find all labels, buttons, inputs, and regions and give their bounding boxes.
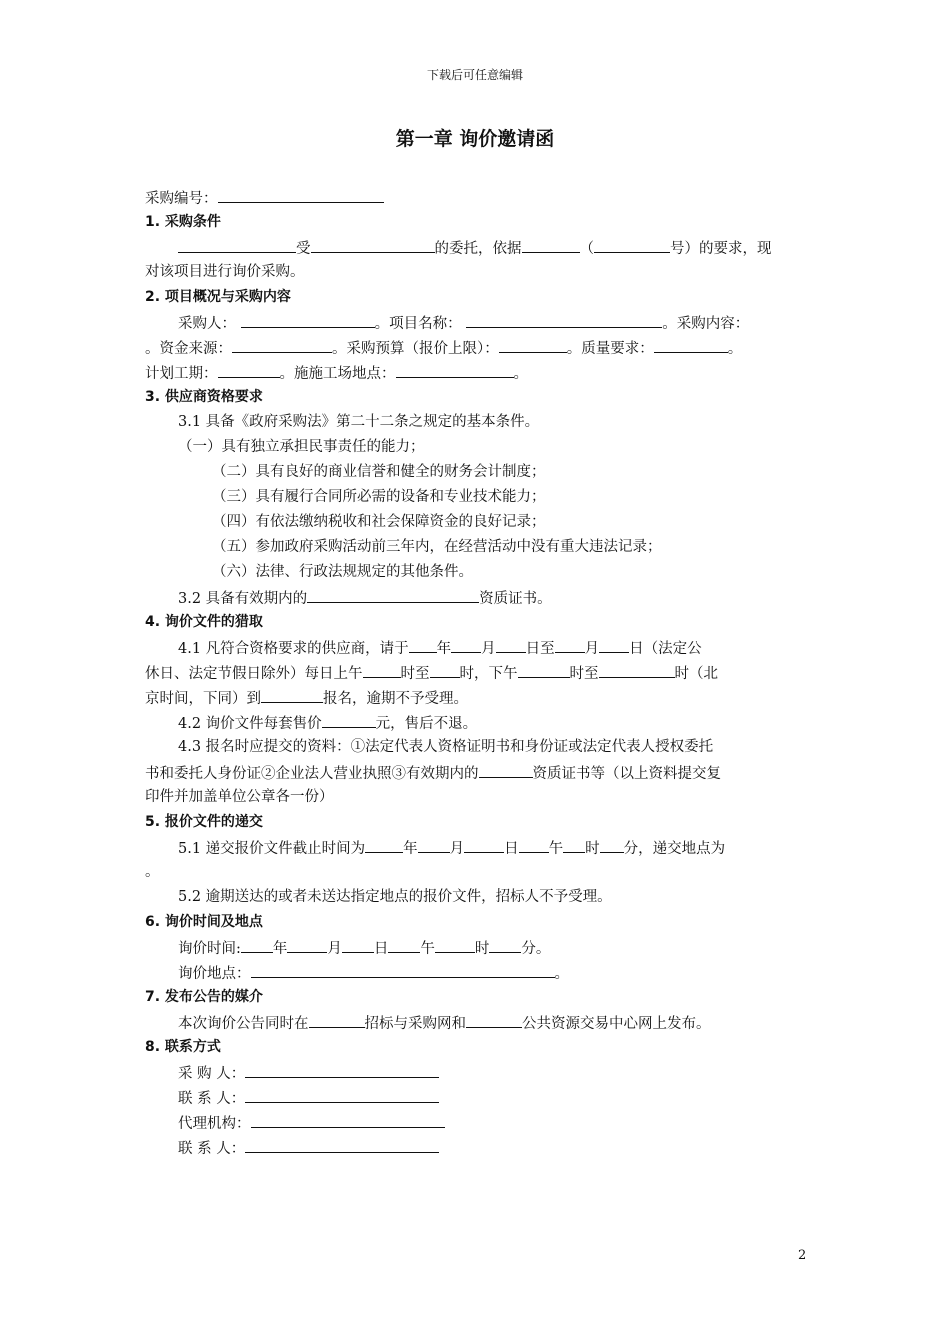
- sec4-1-line3: 京时间，下同）到 报名，逾期不予受理。: [145, 688, 468, 708]
- sec1-line1: 受 的委托，依据 （ 号）的要求，现: [178, 238, 772, 258]
- section-heading-2: 2. 项目概况与采购内容: [145, 289, 291, 305]
- sec2-line1: 采购人： 。项目名称： 。采购内容：: [178, 313, 749, 333]
- contact-agency: 代理机构：: [178, 1113, 445, 1133]
- sec5-1-line1: 5.1 递交报价文件截止时间为 年 月 日 午 时 分，递交地点为: [178, 838, 725, 858]
- sec4-2: 4.2 询价文件每套售价 元，售后不退。: [178, 713, 477, 733]
- section-heading-1: 1. 采购条件: [145, 214, 221, 230]
- sec3-item4: （四）有依法缴纳税收和社会保障资金的良好记录；: [212, 514, 546, 530]
- sec3-2: 3.2 具备有效期内的 资质证书。: [178, 588, 552, 608]
- section-heading-8: 8. 联系方式: [145, 1039, 221, 1055]
- sec5-2: 5.2 逾期送达的或者未送达指定地点的报价文件，招标人不予受理。: [178, 889, 612, 905]
- sec4-3-line3: 印件并加盖单位公章各一份）: [145, 789, 334, 805]
- section-heading-3: 3. 供应商资格要求: [145, 389, 263, 405]
- sec7-line: 本次询价公告同时在 招标与采购网和 公共资源交易中心网上发布。: [178, 1013, 711, 1033]
- inquiry-time-line: 询价时间: 年 月 日 午 时 分。: [178, 938, 550, 958]
- inquiry-place-line: 询价地点： 。: [178, 963, 569, 983]
- procurement-number-line: 采购编号：: [145, 188, 384, 208]
- section-heading-5: 5. 报价文件的递交: [145, 814, 263, 830]
- sec5-1-line2: 。: [145, 864, 160, 880]
- section-heading-7: 7. 发布公告的媒介: [145, 989, 263, 1005]
- sec4-1-line2: 休日、法定节假日除外）每日上午 时至 时，下午 时至 时（北: [145, 663, 718, 683]
- blank: [218, 188, 384, 203]
- sec3-item1: （一）具有独立承担民事责任的能力；: [178, 439, 425, 455]
- sec4-1-line1: 4.1 凡符合资格要求的供应商，请于 年 月 日至 月 日（法定公: [178, 638, 702, 658]
- sec2-line3: 计划工期： 。施施工场地点： 。: [145, 363, 528, 383]
- sec3-item2: （二）具有良好的商业信誉和健全的财务会计制度；: [212, 464, 546, 480]
- sec3-item5: （五）参加政府采购活动前三年内，在经营活动中没有重大违法记录；: [212, 539, 662, 555]
- contact-person-2: 联 系 人：: [178, 1138, 439, 1158]
- chapter-title: 第一章 询价邀请函: [395, 128, 555, 150]
- section-heading-6: 6. 询价时间及地点: [145, 914, 263, 930]
- sec3-1: 3.1 具备《政府采购法》第二十二条之规定的基本条件。: [178, 414, 540, 430]
- sec3-item6: （六）法律、行政法规规定的其他条件。: [212, 564, 473, 580]
- sec4-3-line1: 4.3 报名时应提交的资料：①法定代表人资格证明书和身份证或法定代表人授权委托: [178, 739, 714, 755]
- sec1-line2: 对该项目进行询价采购。: [145, 264, 305, 280]
- sec4-3-line2: 书和委托人身份证②企业法人营业执照③有效期内的 资质证书等（以上资料提交复: [145, 763, 721, 783]
- sec2-line2: 。资金来源： 。采购预算（报价上限）： 。质量要求： 。: [145, 338, 742, 358]
- sec3-item3: （三）具有履行合同所必需的设备和专业技术能力；: [212, 489, 546, 505]
- page-header: 下载后可任意编辑: [426, 68, 523, 82]
- page-number: 2: [798, 1248, 807, 1263]
- contact-person-1: 联 系 人：: [178, 1088, 439, 1108]
- contact-purchaser: 采 购 人：: [178, 1063, 439, 1083]
- section-heading-4: 4. 询价文件的猎取: [145, 614, 263, 630]
